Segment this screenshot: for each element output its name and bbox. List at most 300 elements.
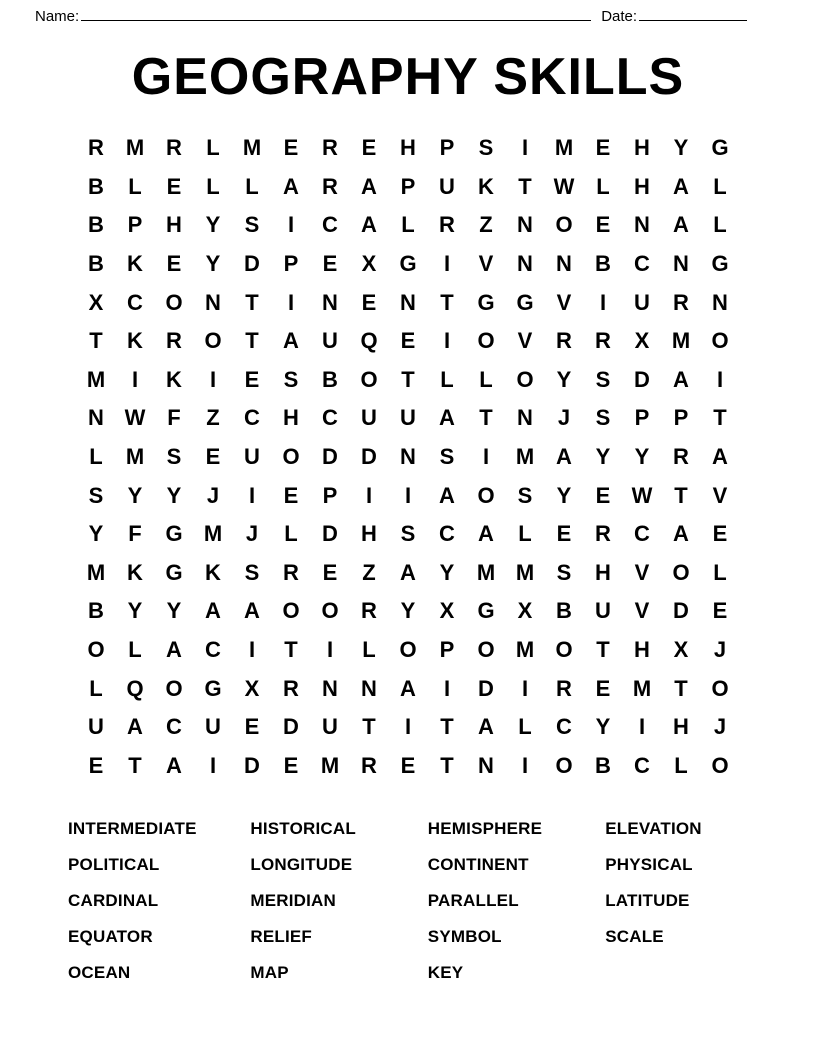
grid-cell[interactable]: U <box>205 714 221 740</box>
grid-cell[interactable]: O <box>360 366 378 392</box>
grid-cell[interactable]: I <box>443 328 451 354</box>
grid-cell[interactable]: G <box>165 521 183 547</box>
grid-cell[interactable]: E <box>283 482 299 508</box>
grid-cell[interactable]: I <box>443 251 451 277</box>
grid-cell[interactable]: M <box>320 752 340 778</box>
grid-cell[interactable]: F <box>167 405 181 431</box>
word-list-item[interactable]: MERIDIAN <box>250 891 337 911</box>
grid-cell[interactable]: I <box>248 482 256 508</box>
grid-cell[interactable]: H <box>400 135 416 161</box>
grid-cell[interactable]: J <box>206 482 220 508</box>
grid-cell[interactable]: X <box>634 328 650 354</box>
grid-cell[interactable]: J <box>557 405 571 431</box>
grid-cell[interactable]: I <box>209 752 217 778</box>
grid-cell[interactable]: P <box>127 212 143 238</box>
grid-cell[interactable]: R <box>283 559 299 585</box>
grid-cell[interactable]: R <box>556 328 572 354</box>
grid-cell[interactable]: U <box>595 598 611 624</box>
grid-cell[interactable]: I <box>599 289 607 315</box>
grid-cell[interactable]: C <box>244 405 260 431</box>
grid-cell[interactable]: V <box>556 289 572 315</box>
grid-cell[interactable]: N <box>712 289 728 315</box>
grid-cell[interactable]: T <box>440 289 454 315</box>
grid-cell[interactable]: B <box>595 251 611 277</box>
word-list-item[interactable]: HISTORICAL <box>250 819 356 839</box>
grid-cell[interactable]: X <box>88 289 104 315</box>
grid-cell[interactable]: O <box>321 598 339 624</box>
grid-cell[interactable]: O <box>711 328 729 354</box>
grid-cell[interactable]: J <box>713 637 727 663</box>
grid-cell[interactable]: U <box>322 714 338 740</box>
word-list-item[interactable]: CONTINENT <box>427 855 529 875</box>
grid-cell[interactable]: X <box>517 598 533 624</box>
grid-cell[interactable]: E <box>205 444 221 470</box>
grid-cell[interactable]: Y <box>205 212 221 238</box>
grid-cell[interactable]: O <box>555 752 573 778</box>
grid-cell[interactable]: F <box>128 521 142 547</box>
grid-cell[interactable]: S <box>166 444 182 470</box>
grid-cell[interactable]: L <box>245 173 259 199</box>
grid-cell[interactable]: Y <box>595 444 611 470</box>
grid-cell[interactable]: A <box>673 521 689 547</box>
grid-cell[interactable]: E <box>556 521 572 547</box>
grid-cell[interactable]: A <box>244 598 260 624</box>
grid-cell[interactable]: M <box>242 135 262 161</box>
grid-cell[interactable]: N <box>88 405 104 431</box>
grid-cell[interactable]: K <box>478 173 494 199</box>
grid-cell[interactable]: Q <box>126 675 144 701</box>
grid-cell[interactable]: Y <box>166 482 182 508</box>
grid-cell[interactable]: R <box>322 135 338 161</box>
grid-cell[interactable]: M <box>86 366 106 392</box>
grid-cell[interactable]: O <box>555 637 573 663</box>
grid-cell[interactable]: T <box>518 173 532 199</box>
grid-cell[interactable]: E <box>400 328 416 354</box>
grid-cell[interactable]: I <box>287 289 295 315</box>
grid-cell[interactable]: E <box>88 752 104 778</box>
grid-cell[interactable]: I <box>716 366 724 392</box>
grid-cell[interactable]: S <box>244 212 260 238</box>
grid-cell[interactable]: L <box>596 173 610 199</box>
word-list-item[interactable]: KEY <box>427 963 464 983</box>
grid-cell[interactable]: N <box>517 251 533 277</box>
grid-cell[interactable]: H <box>634 173 650 199</box>
grid-cell[interactable]: M <box>515 444 535 470</box>
grid-cell[interactable]: S <box>244 559 260 585</box>
grid-cell[interactable]: D <box>361 444 377 470</box>
grid-cell[interactable]: V <box>634 559 650 585</box>
grid-cell[interactable]: Y <box>127 598 143 624</box>
grid-cell[interactable]: B <box>88 598 104 624</box>
word-list-item[interactable]: POLITICAL <box>68 855 160 875</box>
grid-cell[interactable]: E <box>244 366 260 392</box>
grid-cell[interactable]: T <box>440 714 454 740</box>
grid-cell[interactable]: O <box>516 366 534 392</box>
grid-cell[interactable]: V <box>478 251 494 277</box>
grid-cell[interactable]: E <box>283 752 299 778</box>
grid-cell[interactable]: R <box>595 328 611 354</box>
grid-cell[interactable]: R <box>595 521 611 547</box>
grid-cell[interactable]: L <box>89 444 103 470</box>
grid-cell[interactable]: D <box>283 714 299 740</box>
grid-cell[interactable]: H <box>634 637 650 663</box>
grid-cell[interactable]: V <box>634 598 650 624</box>
grid-cell[interactable]: W <box>631 482 653 508</box>
grid-cell[interactable]: A <box>361 173 377 199</box>
grid-cell[interactable]: O <box>165 289 183 315</box>
grid-cell[interactable]: Z <box>206 405 220 431</box>
grid-cell[interactable]: D <box>673 598 689 624</box>
grid-cell[interactable]: E <box>712 598 728 624</box>
grid-cell[interactable]: I <box>326 637 334 663</box>
word-list-item[interactable]: CARDINAL <box>68 891 159 911</box>
grid-cell[interactable]: Q <box>360 328 378 354</box>
grid-cell[interactable]: L <box>713 173 727 199</box>
grid-cell[interactable]: I <box>638 714 646 740</box>
grid-cell[interactable]: J <box>245 521 259 547</box>
word-list-item[interactable]: HEMISPHERE <box>427 819 543 839</box>
grid-cell[interactable]: I <box>365 482 373 508</box>
grid-cell[interactable]: G <box>711 135 729 161</box>
grid-cell[interactable]: R <box>166 328 182 354</box>
word-list-item[interactable]: SYMBOL <box>427 927 502 947</box>
grid-cell[interactable]: N <box>556 251 572 277</box>
grid-cell[interactable]: D <box>478 675 494 701</box>
grid-cell[interactable]: U <box>322 328 338 354</box>
grid-cell[interactable]: I <box>482 444 490 470</box>
grid-cell[interactable]: R <box>673 289 689 315</box>
grid-cell[interactable]: O <box>477 482 495 508</box>
grid-cell[interactable]: A <box>283 328 299 354</box>
grid-cell[interactable]: N <box>361 675 377 701</box>
grid-cell[interactable]: O <box>282 598 300 624</box>
grid-cell[interactable]: T <box>479 405 493 431</box>
grid-cell[interactable]: L <box>713 212 727 238</box>
grid-cell[interactable]: C <box>166 714 182 740</box>
grid-cell[interactable]: K <box>205 559 221 585</box>
grid-cell[interactable]: N <box>400 444 416 470</box>
grid-cell[interactable]: Y <box>400 598 416 624</box>
grid-cell[interactable]: L <box>362 637 376 663</box>
grid-cell[interactable]: B <box>595 752 611 778</box>
grid-cell[interactable]: A <box>439 482 455 508</box>
grid-cell[interactable]: H <box>634 135 650 161</box>
grid-cell[interactable]: N <box>517 212 533 238</box>
grid-cell[interactable]: O <box>672 559 690 585</box>
grid-cell[interactable]: E <box>166 251 182 277</box>
grid-cell[interactable]: Y <box>88 521 104 547</box>
grid-cell[interactable]: O <box>555 212 573 238</box>
grid-cell[interactable]: G <box>477 289 495 315</box>
word-list-item[interactable]: ELEVATION <box>605 819 702 839</box>
grid-cell[interactable]: N <box>322 289 338 315</box>
grid-cell[interactable]: R <box>439 212 455 238</box>
grid-cell[interactable]: N <box>634 212 650 238</box>
word-list-item[interactable]: EQUATOR <box>68 927 153 947</box>
grid-cell[interactable]: G <box>711 251 729 277</box>
grid-cell[interactable]: C <box>634 521 650 547</box>
grid-cell[interactable]: X <box>673 637 689 663</box>
grid-cell[interactable]: O <box>399 637 417 663</box>
grid-cell[interactable]: S <box>283 366 299 392</box>
grid-cell[interactable]: L <box>128 637 142 663</box>
grid-cell[interactable]: A <box>127 714 143 740</box>
grid-cell[interactable]: T <box>89 328 103 354</box>
grid-cell[interactable]: P <box>400 173 416 199</box>
grid-cell[interactable]: N <box>205 289 221 315</box>
grid-cell[interactable]: R <box>283 675 299 701</box>
grid-cell[interactable]: M <box>632 675 652 701</box>
grid-cell[interactable]: M <box>203 521 223 547</box>
grid-cell[interactable]: N <box>478 752 494 778</box>
grid-cell[interactable]: P <box>673 405 689 431</box>
grid-cell[interactable]: T <box>440 752 454 778</box>
grid-cell[interactable]: U <box>244 444 260 470</box>
grid-cell[interactable]: O <box>711 752 729 778</box>
grid-cell[interactable]: Y <box>673 135 689 161</box>
grid-cell[interactable]: H <box>361 521 377 547</box>
grid-cell[interactable]: C <box>556 714 572 740</box>
grid-cell[interactable]: B <box>88 173 104 199</box>
grid-cell[interactable]: O <box>87 637 105 663</box>
grid-cell[interactable]: M <box>515 559 535 585</box>
grid-cell[interactable]: X <box>244 675 260 701</box>
grid-cell[interactable]: S <box>439 444 455 470</box>
grid-cell[interactable]: N <box>322 675 338 701</box>
grid-cell[interactable]: R <box>361 752 377 778</box>
word-list-item[interactable]: RELIEF <box>250 927 313 947</box>
grid-cell[interactable]: B <box>88 212 104 238</box>
grid-cell[interactable]: U <box>634 289 650 315</box>
grid-cell[interactable]: J <box>713 714 727 740</box>
grid-cell[interactable]: P <box>283 251 299 277</box>
grid-cell[interactable]: W <box>124 405 146 431</box>
word-list-item[interactable]: LONGITUDE <box>250 855 353 875</box>
grid-cell[interactable]: O <box>165 675 183 701</box>
grid-cell[interactable]: U <box>88 714 104 740</box>
grid-cell[interactable]: M <box>125 135 145 161</box>
grid-cell[interactable]: L <box>713 559 727 585</box>
grid-cell[interactable]: A <box>478 521 494 547</box>
grid-cell[interactable]: E <box>595 212 611 238</box>
grid-cell[interactable]: O <box>477 637 495 663</box>
grid-cell[interactable]: U <box>439 173 455 199</box>
grid-cell[interactable]: E <box>400 752 416 778</box>
grid-cell[interactable]: G <box>477 598 495 624</box>
grid-cell[interactable]: R <box>361 598 377 624</box>
grid-cell[interactable]: E <box>322 251 338 277</box>
grid-cell[interactable]: A <box>439 405 455 431</box>
grid-cell[interactable]: H <box>166 212 182 238</box>
grid-cell[interactable]: I <box>443 675 451 701</box>
grid-cell[interactable]: T <box>401 366 415 392</box>
grid-cell[interactable]: N <box>400 289 416 315</box>
grid-cell[interactable]: R <box>322 173 338 199</box>
grid-cell[interactable]: C <box>322 405 338 431</box>
grid-cell[interactable]: E <box>322 559 338 585</box>
grid-cell[interactable]: P <box>322 482 338 508</box>
grid-cell[interactable]: V <box>712 482 728 508</box>
grid-cell[interactable]: M <box>515 637 535 663</box>
grid-cell[interactable]: L <box>518 521 532 547</box>
grid-cell[interactable]: P <box>634 405 650 431</box>
grid-cell[interactable]: Z <box>362 559 376 585</box>
grid-cell[interactable]: Y <box>166 598 182 624</box>
grid-cell[interactable]: A <box>673 212 689 238</box>
grid-cell[interactable]: A <box>478 714 494 740</box>
grid-cell[interactable]: A <box>166 752 182 778</box>
grid-cell[interactable]: M <box>671 328 691 354</box>
grid-cell[interactable]: T <box>362 714 376 740</box>
grid-cell[interactable]: L <box>479 366 493 392</box>
grid-cell[interactable]: E <box>361 289 377 315</box>
grid-cell[interactable]: L <box>206 135 220 161</box>
grid-cell[interactable]: H <box>673 714 689 740</box>
grid-cell[interactable]: H <box>283 405 299 431</box>
grid-cell[interactable]: H <box>595 559 611 585</box>
grid-cell[interactable]: S <box>88 482 104 508</box>
word-list-item[interactable]: OCEAN <box>68 963 131 983</box>
word-list-item[interactable]: PARALLEL <box>427 891 519 911</box>
grid-cell[interactable]: N <box>517 405 533 431</box>
grid-cell[interactable]: K <box>127 251 143 277</box>
grid-cell[interactable]: G <box>204 675 222 701</box>
grid-cell[interactable]: A <box>673 173 689 199</box>
grid-cell[interactable]: A <box>400 559 416 585</box>
grid-cell[interactable]: M <box>125 444 145 470</box>
grid-cell[interactable]: M <box>86 559 106 585</box>
grid-cell[interactable]: E <box>595 135 611 161</box>
grid-cell[interactable]: M <box>476 559 496 585</box>
word-list-item[interactable]: PHYSICAL <box>605 855 693 875</box>
grid-cell[interactable]: Y <box>127 482 143 508</box>
grid-cell[interactable]: Y <box>205 251 221 277</box>
grid-cell[interactable]: A <box>556 444 572 470</box>
grid-cell[interactable]: C <box>634 752 650 778</box>
grid-cell[interactable]: S <box>517 482 533 508</box>
grid-cell[interactable]: X <box>361 251 377 277</box>
grid-cell[interactable]: L <box>401 212 415 238</box>
grid-cell[interactable]: G <box>516 289 534 315</box>
grid-cell[interactable]: A <box>283 173 299 199</box>
grid-cell[interactable]: I <box>287 212 295 238</box>
grid-cell[interactable]: S <box>478 135 494 161</box>
grid-cell[interactable]: L <box>89 675 103 701</box>
grid-cell[interactable]: C <box>205 637 221 663</box>
grid-cell[interactable]: Y <box>634 444 650 470</box>
grid-cell[interactable]: E <box>283 135 299 161</box>
word-list-item[interactable]: MAP <box>250 963 289 983</box>
grid-cell[interactable]: A <box>673 366 689 392</box>
grid-cell[interactable]: A <box>166 637 182 663</box>
grid-cell[interactable]: G <box>165 559 183 585</box>
grid-cell[interactable]: D <box>244 752 260 778</box>
grid-cell[interactable]: E <box>166 173 182 199</box>
word-list-item[interactable]: SCALE <box>605 927 664 947</box>
grid-cell[interactable]: C <box>127 289 143 315</box>
grid-cell[interactable]: T <box>596 637 610 663</box>
grid-cell[interactable]: Y <box>556 366 572 392</box>
grid-cell[interactable]: I <box>404 714 412 740</box>
word-list-item[interactable]: INTERMEDIATE <box>68 819 197 839</box>
grid-cell[interactable]: B <box>88 251 104 277</box>
grid-cell[interactable]: O <box>711 675 729 701</box>
grid-cell[interactable]: L <box>128 173 142 199</box>
grid-cell[interactable]: T <box>245 328 259 354</box>
grid-cell[interactable]: L <box>440 366 454 392</box>
grid-cell[interactable]: E <box>595 675 611 701</box>
grid-cell[interactable]: R <box>673 444 689 470</box>
grid-cell[interactable]: R <box>556 675 572 701</box>
grid-cell[interactable]: Y <box>556 482 572 508</box>
grid-cell[interactable]: Z <box>479 212 493 238</box>
grid-cell[interactable]: E <box>244 714 260 740</box>
grid-cell[interactable]: A <box>205 598 221 624</box>
grid-cell[interactable]: A <box>712 444 728 470</box>
grid-cell[interactable]: B <box>322 366 338 392</box>
grid-cell[interactable]: T <box>245 289 259 315</box>
grid-cell[interactable]: R <box>166 135 182 161</box>
grid-cell[interactable]: Y <box>439 559 455 585</box>
grid-cell[interactable]: O <box>282 444 300 470</box>
grid-cell[interactable]: I <box>131 366 139 392</box>
grid-cell[interactable]: D <box>322 444 338 470</box>
grid-cell[interactable]: X <box>439 598 455 624</box>
grid-cell[interactable]: I <box>248 637 256 663</box>
grid-cell[interactable]: P <box>439 135 455 161</box>
grid-cell[interactable]: S <box>595 405 611 431</box>
grid-cell[interactable]: K <box>127 328 143 354</box>
grid-cell[interactable]: U <box>361 405 377 431</box>
grid-cell[interactable]: K <box>166 366 182 392</box>
grid-cell[interactable]: N <box>673 251 689 277</box>
grid-cell[interactable]: C <box>322 212 338 238</box>
grid-cell[interactable]: K <box>127 559 143 585</box>
grid-cell[interactable]: E <box>712 521 728 547</box>
grid-cell[interactable]: C <box>634 251 650 277</box>
grid-cell[interactable]: D <box>244 251 260 277</box>
grid-cell[interactable]: T <box>674 675 688 701</box>
grid-cell[interactable]: E <box>595 482 611 508</box>
grid-cell[interactable]: B <box>556 598 572 624</box>
grid-cell[interactable]: T <box>713 405 727 431</box>
grid-cell[interactable]: U <box>400 405 416 431</box>
grid-cell[interactable]: T <box>674 482 688 508</box>
grid-cell[interactable]: S <box>400 521 416 547</box>
grid-cell[interactable]: D <box>634 366 650 392</box>
grid-cell[interactable]: I <box>404 482 412 508</box>
grid-cell[interactable]: L <box>284 521 298 547</box>
grid-cell[interactable]: A <box>400 675 416 701</box>
grid-cell[interactable]: T <box>128 752 142 778</box>
grid-cell[interactable]: L <box>518 714 532 740</box>
grid-cell[interactable]: M <box>554 135 574 161</box>
grid-cell[interactable]: I <box>521 675 529 701</box>
grid-cell[interactable]: A <box>361 212 377 238</box>
grid-cell[interactable]: Y <box>595 714 611 740</box>
grid-cell[interactable]: G <box>399 251 417 277</box>
grid-cell[interactable]: O <box>477 328 495 354</box>
word-list-item[interactable]: LATITUDE <box>605 891 690 911</box>
grid-cell[interactable]: C <box>439 521 455 547</box>
grid-cell[interactable]: L <box>206 173 220 199</box>
grid-cell[interactable]: D <box>322 521 338 547</box>
grid-cell[interactable]: V <box>517 328 533 354</box>
grid-cell[interactable]: E <box>361 135 377 161</box>
grid-cell[interactable]: T <box>284 637 298 663</box>
grid-cell[interactable]: L <box>674 752 688 778</box>
grid-cell[interactable]: O <box>204 328 222 354</box>
